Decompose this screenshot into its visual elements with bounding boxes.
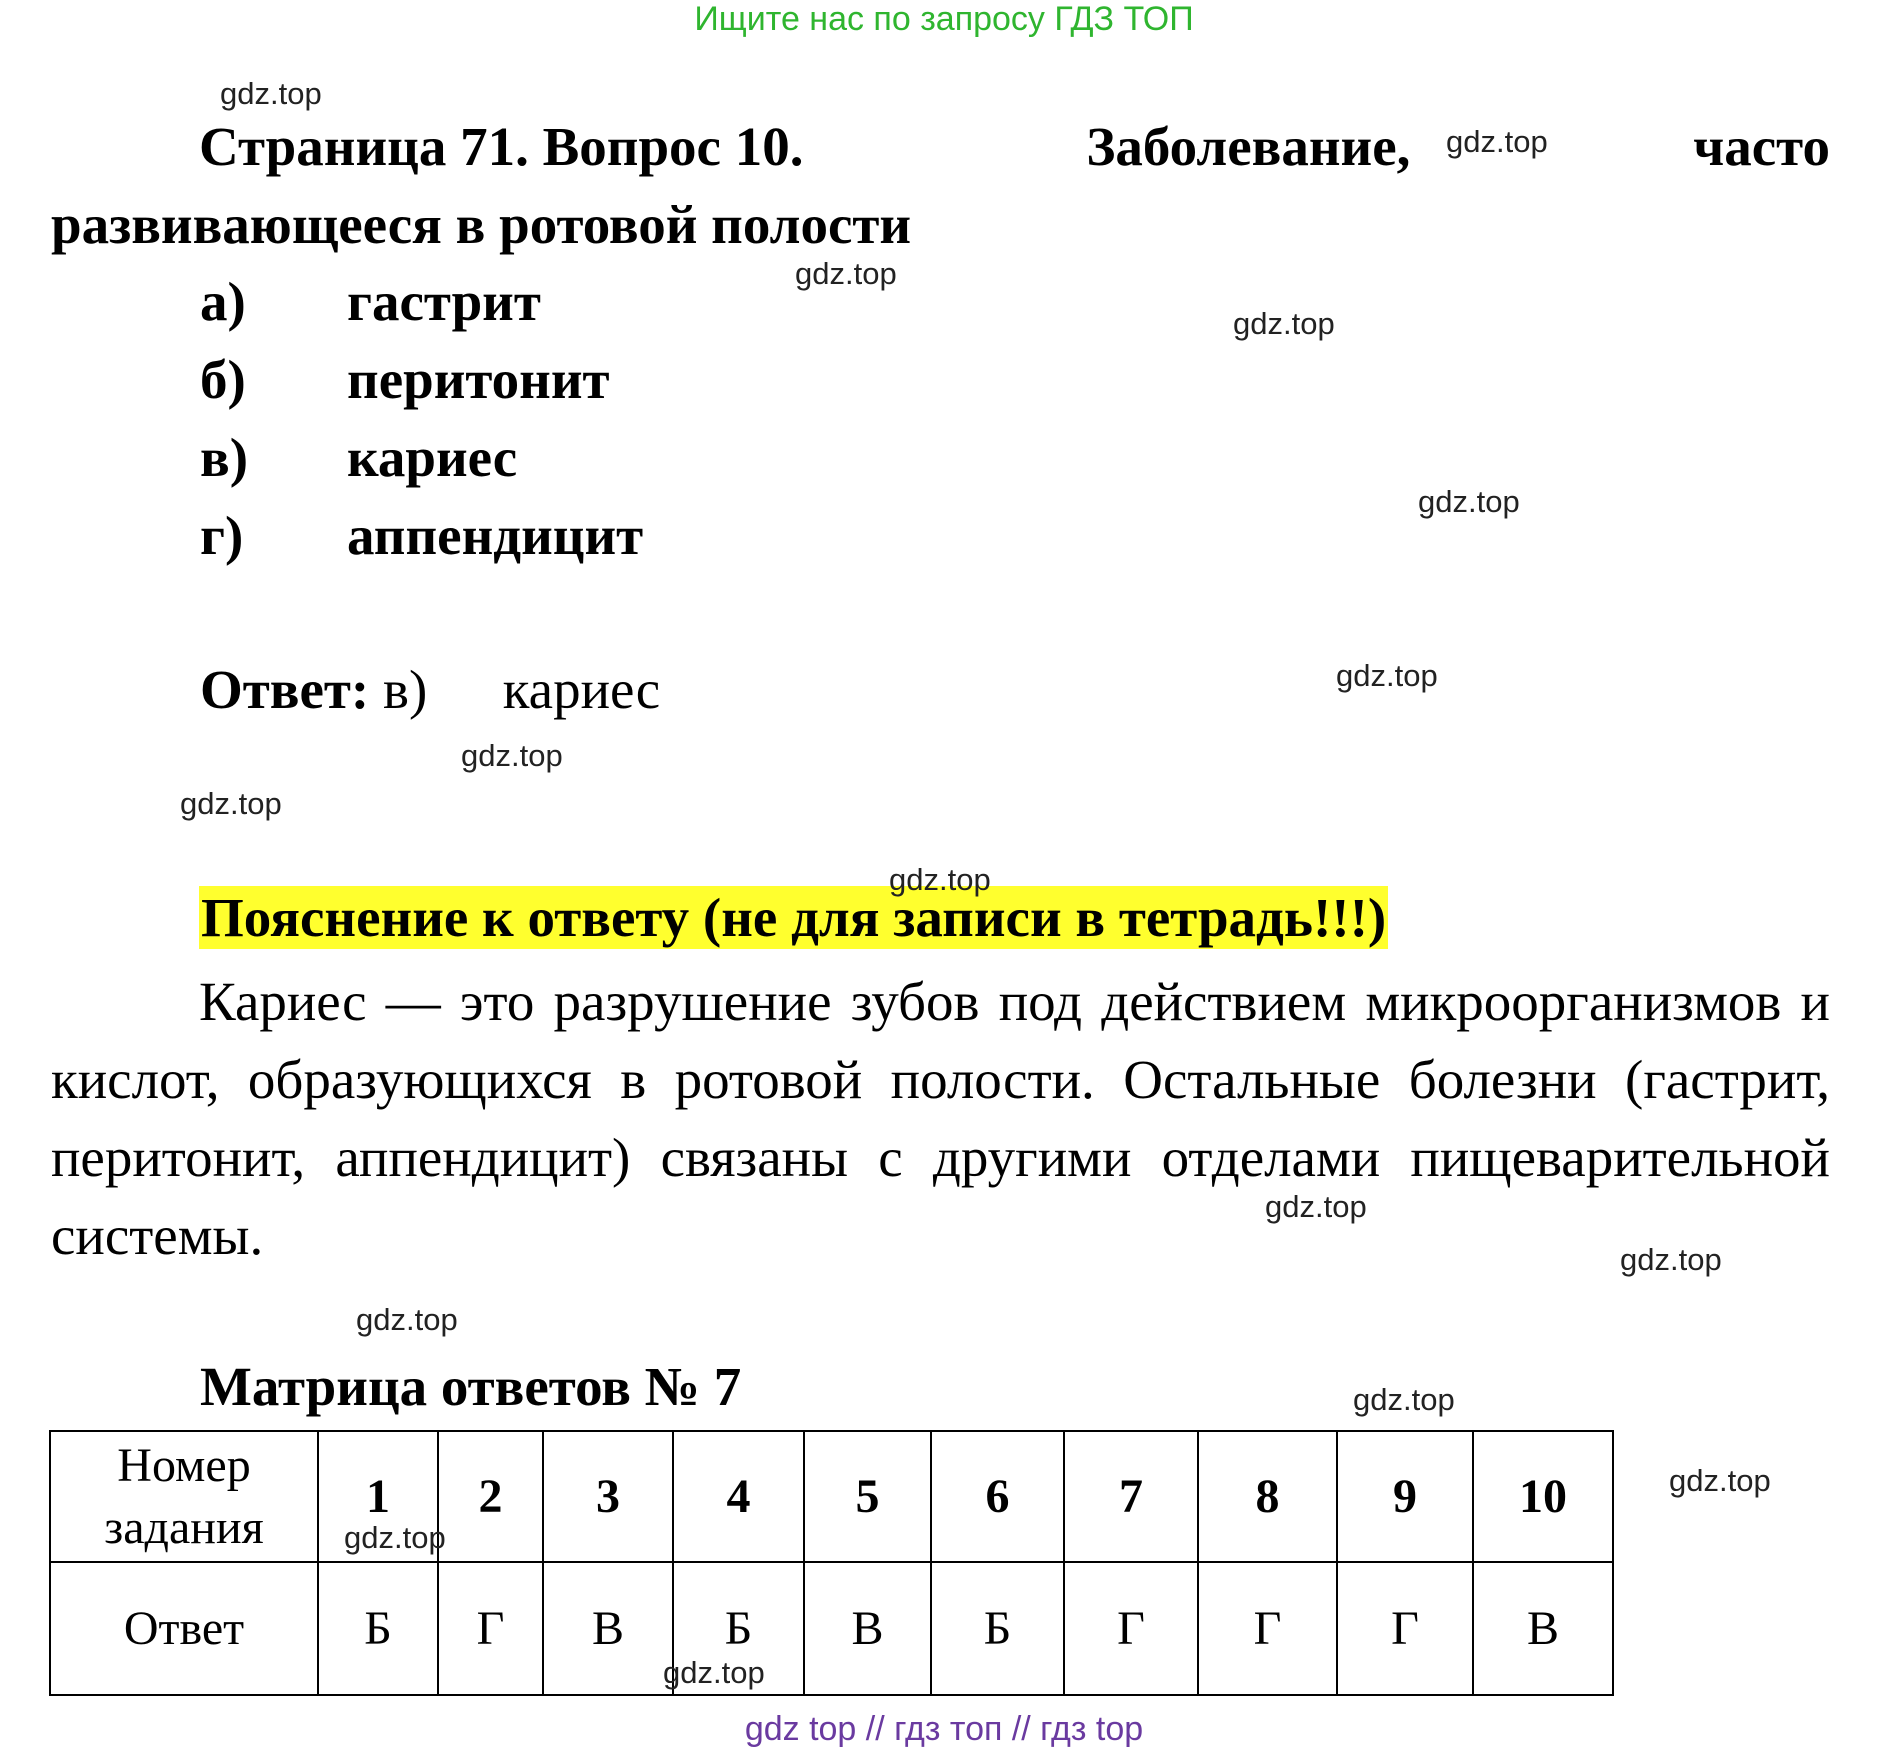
question-heading bbox=[51, 115, 1830, 178]
matrix-number-cell: 3 bbox=[543, 1431, 673, 1562]
answer-letter: в) bbox=[383, 659, 428, 720]
watermark: gdz.top bbox=[1265, 1189, 1367, 1224]
answer-line bbox=[200, 658, 660, 721]
option-text-a: гастрит bbox=[347, 271, 541, 332]
matrix-row-label-number-line-2: задания bbox=[104, 1500, 264, 1554]
footer-links: gdz top // гдз топ // гдз top bbox=[744, 1710, 1144, 1748]
matrix-row-label-number-line-1: Номер bbox=[117, 1438, 251, 1492]
explanation-text: Кариес — это разрушение зубов под действием микроорганизмов и кислот, образующихся в ротовой полости. Остальные болезни (гастрит, перитонит, аппендицит) связаны с другими отделами пищеварительной системы. bbox=[51, 971, 1830, 1266]
matrix-number-cell: 1 bbox=[318, 1431, 438, 1562]
option-text-v: кариес bbox=[347, 427, 518, 488]
watermark: gdz.top bbox=[220, 76, 322, 111]
option-text-b: перитонит bbox=[347, 349, 610, 410]
watermark: gdz.top bbox=[1418, 484, 1520, 519]
matrix-answer-cell: Г bbox=[1337, 1562, 1473, 1695]
matrix-answer-cell: Г bbox=[438, 1562, 543, 1695]
watermark: gdz.top bbox=[1353, 1382, 1455, 1417]
watermark: gdz.top bbox=[1669, 1463, 1771, 1498]
matrix-title: Матрица ответов № 7 bbox=[200, 1356, 742, 1417]
question-line-2: развивающееся в ротовой полости bbox=[51, 194, 912, 255]
watermark: gdz.top bbox=[356, 1302, 458, 1337]
matrix-number-cell: 2 bbox=[438, 1431, 543, 1562]
watermark: gdz.top bbox=[180, 786, 282, 821]
question-title: Страница 71. Вопрос 10. bbox=[199, 116, 804, 177]
question-word-1: Заболевание, bbox=[1086, 116, 1411, 177]
question-word-2: часто bbox=[1693, 116, 1830, 177]
matrix-answer-cell: Б bbox=[673, 1562, 804, 1695]
answer-label: Ответ: bbox=[200, 659, 370, 720]
watermark: gdz.top bbox=[795, 256, 897, 291]
option-letter-v: в) bbox=[200, 427, 249, 488]
watermark: gdz.top bbox=[461, 738, 563, 773]
matrix-number-cell: 4 bbox=[673, 1431, 804, 1562]
matrix-row-numbers bbox=[50, 1431, 1613, 1562]
matrix-number-cell: 6 bbox=[931, 1431, 1064, 1562]
matrix-answer-cell: В bbox=[804, 1562, 931, 1695]
matrix-number-cell: 7 bbox=[1064, 1431, 1198, 1562]
search-banner: Ищите нас по запросу ГДЗ ТОП bbox=[694, 0, 1194, 38]
matrix-answer-cell: В bbox=[1473, 1562, 1613, 1695]
watermark: gdz.top bbox=[889, 862, 991, 897]
matrix-answer-cell: Г bbox=[1198, 1562, 1337, 1695]
option-text-g: аппендицит bbox=[347, 505, 644, 566]
watermark: gdz.top bbox=[663, 1655, 765, 1690]
watermark: gdz.top bbox=[1446, 124, 1548, 159]
matrix-answer-cell: Г bbox=[1064, 1562, 1198, 1695]
matrix-row-answers bbox=[50, 1562, 1613, 1695]
matrix-number-cell: 9 bbox=[1337, 1431, 1473, 1562]
option-letter-a: а) bbox=[200, 271, 246, 332]
matrix-answer-cell: Б bbox=[318, 1562, 438, 1695]
matrix-answer-cell: В bbox=[543, 1562, 673, 1695]
matrix-answer-cell: Б bbox=[931, 1562, 1064, 1695]
matrix-number-cell: 10 bbox=[1473, 1431, 1613, 1562]
answer-matrix bbox=[49, 1430, 1614, 1696]
watermark: gdz.top bbox=[1233, 306, 1335, 341]
watermark: gdz.top bbox=[1620, 1242, 1722, 1277]
answer-text: кариес bbox=[502, 659, 661, 720]
option-letter-b: б) bbox=[200, 349, 246, 410]
explanation-title: Пояснение к ответу (не для записи в тетрадь!!!) bbox=[201, 887, 1387, 948]
watermark: gdz.top bbox=[1336, 658, 1438, 693]
watermark: gdz.top bbox=[344, 1520, 446, 1555]
matrix-row-label-number bbox=[50, 1431, 318, 1562]
matrix-number-cell: 8 bbox=[1198, 1431, 1337, 1562]
matrix-number-cell: 5 bbox=[804, 1431, 931, 1562]
matrix-row-label-answer: Ответ bbox=[50, 1562, 318, 1695]
option-letter-g: г) bbox=[200, 505, 244, 566]
